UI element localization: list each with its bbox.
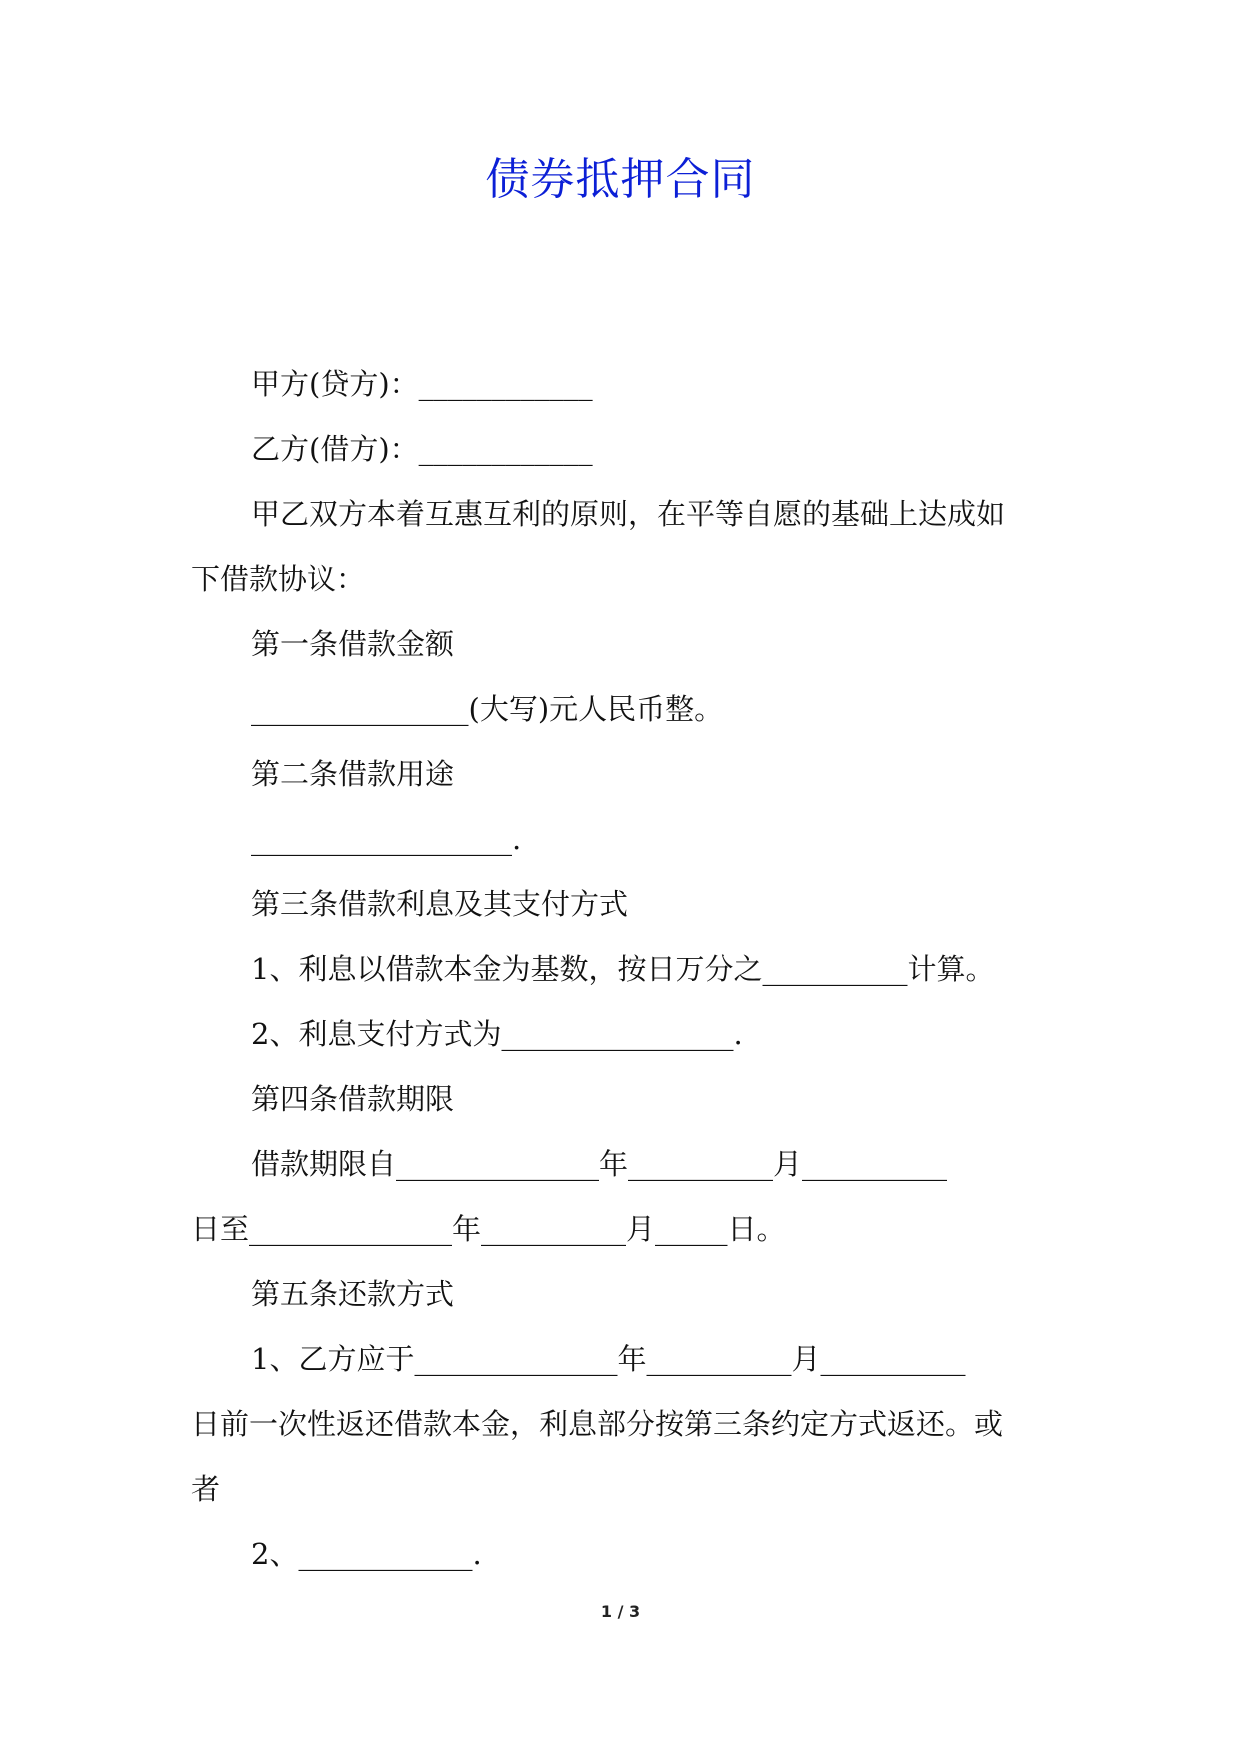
page-number: 1 / 3 (600, 1602, 641, 1621)
clause-line: 2、____________. (251, 1537, 482, 1571)
section-heading: 第二条借款用途 (251, 757, 455, 791)
clause-line: 2、利息支付方式为________________. (251, 1017, 743, 1051)
clause-line: 甲方(贷方)：____________ (251, 367, 593, 401)
clause-line: 下借款协议： (191, 562, 366, 596)
document-body (191, 352, 1061, 1587)
clause-line: 1、乙方应于______________年__________月__________ (251, 1342, 966, 1376)
clause-line: 乙方(借方)：____________ (251, 432, 593, 466)
clause-line: 日至______________年__________月_____日。 (191, 1212, 786, 1246)
section-heading: 第五条还款方式 (251, 1277, 455, 1311)
section-heading: 第一条借款金额 (251, 627, 455, 661)
clause-line: 借款期限自______________年__________月__________ (251, 1147, 948, 1181)
section-heading: 第三条借款利息及其支付方式 (251, 887, 629, 921)
section-heading: 第四条借款期限 (251, 1082, 455, 1116)
clause-line: _______________(大写)元人民币整。 (251, 692, 724, 726)
clause-line: 甲乙双方本着互惠互利的原则，在平等自愿的基础上达成如 (251, 497, 1006, 531)
page-title: 债券抵押合同 (485, 154, 756, 205)
clause-line: 日前一次性返还借款本金，利息部分按第三条约定方式返还。或 (191, 1407, 1004, 1441)
clause-line: 1、利息以借款本金为基数，按日万分之__________计算。 (251, 952, 995, 986)
clause-line: 者 (191, 1472, 221, 1506)
clause-line: __________________. (251, 822, 522, 856)
